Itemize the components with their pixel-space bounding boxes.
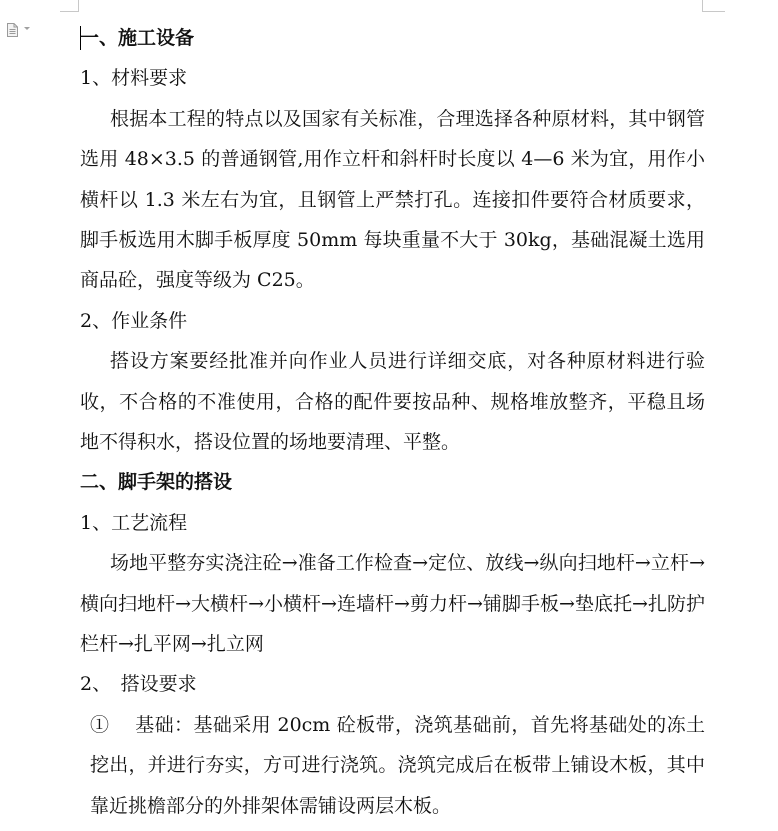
subheading-material-requirements: 1、材料要求 bbox=[80, 67, 188, 90]
paragraph-process-flow: 场地平整夯实浇注砼→准备工作检查→定位、放线→纵向扫地杆→立杆→横向扫地杆→大横杆→小横杆→连墙杆→剪力杆→铺脚手板→垫底托→扎防护栏杆→扎平网→扎立网 bbox=[80, 552, 705, 656]
paragraph-work-conditions: 搭设方案要经批准并向作业人员进行详细交底，对各种原材料进行验收，不合格的不准使用，合格的配件要按品种、规格堆放整齐，平稳且场地不得积水，搭设位置的场地要清理、平整。 bbox=[80, 350, 705, 454]
section-heading-equipment: 一、施工设备 bbox=[80, 27, 195, 49]
chevron-down-icon[interactable] bbox=[24, 27, 30, 30]
document-page[interactable] bbox=[80, 18, 705, 826]
subheading-work-conditions: 2、作业条件 bbox=[80, 309, 188, 332]
subheading-erection-requirements: 2、 搭设要求 bbox=[80, 673, 197, 696]
page-corner-mark-right bbox=[702, 0, 725, 12]
paragraph-material-requirements: 根据本工程的特点以及国家有关标准，合理选择各种原材料，其中钢管选用 48×3.5 的普通钢管,用作立杆和斜杆时长度以 4—6 米为宜，用作小横杆以 1.3 米左右为宜，且钢管上严禁打孔。连接扣件要符合材质要求，脚手板选用木脚手板厚度 50mm 每块重量不大于 30kg，基础混凝土选用商品砼，强度等级为 C25。 bbox=[80, 107, 705, 292]
page-corner-mark-left bbox=[60, 0, 79, 12]
section-heading-scaffold-erection: 二、脚手架的搭设 bbox=[80, 471, 233, 494]
paragraph-foundation: ① 基础：基础采用 20cm 砼板带，浇筑基础前，首先将基础处的冻土挖出，并进行夯实，方可进行浇筑。浇筑完成后在板带上铺设木板，其中靠近挑檐部分的外排架体需铺设两层木板。 bbox=[90, 713, 705, 817]
subheading-process-flow: 1、工艺流程 bbox=[80, 511, 188, 534]
document-icon[interactable] bbox=[7, 23, 18, 37]
